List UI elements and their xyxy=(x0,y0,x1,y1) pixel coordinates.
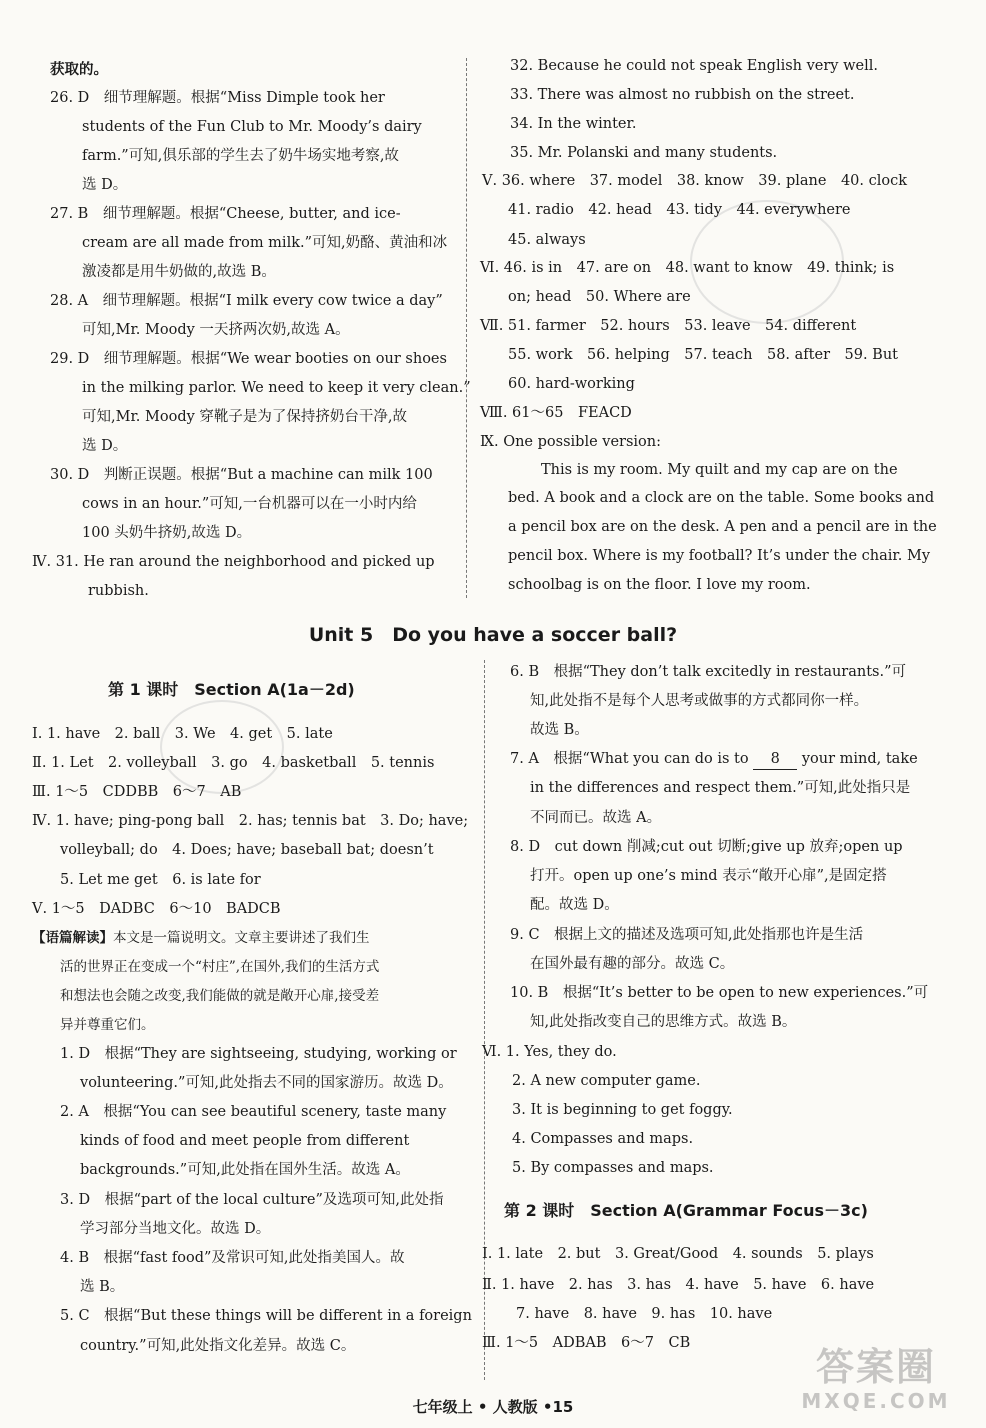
text-line: 打开。open up one’s mind 表示“敞开心扉”,是固定搭 xyxy=(530,868,887,884)
text-line: 激凌都是用牛奶做的,故选 B。 xyxy=(82,264,276,280)
text-line: 获取的。 xyxy=(50,61,108,78)
answer-5: 5. C 根据“But these things will be different in a foreign xyxy=(60,1308,472,1324)
section2-i-answers: Ⅰ. 1. late 2. but 3. Great/Good 4. sounds 5. plays xyxy=(482,1246,874,1262)
unit-title: Unit 5 Do you have a soccer ball? xyxy=(308,624,678,646)
essay-line: This is my room. My quilt and my cap are on the xyxy=(541,462,898,478)
text-line: volleyball; do 4. Does; have; baseball bat; doesn’t xyxy=(60,842,434,858)
answer-2: 2. A 根据“You can see beautiful scenery, taste many xyxy=(60,1104,447,1120)
answer-26: 26. D 细节理解题。根据“Miss Dimple took her xyxy=(50,90,385,106)
section-iv-answers: Ⅳ. 1. have; ping-pong ball 2. has; tennis bat 3. Do; have; xyxy=(32,813,469,829)
faint-stamp-bottom xyxy=(160,700,284,794)
reading-label: 【语篇解读】 xyxy=(32,930,113,946)
answer-28: 28. A 细节理解题。根据“I milk every cow twice a day” xyxy=(50,293,443,309)
text-line: 选 D。 xyxy=(82,438,128,454)
section-i-answers: Ⅰ. 1. have 2. ball 3. We 4. get 5. late xyxy=(32,726,333,742)
section-1-title: 第 1 课时 Section A(1a－2d) xyxy=(108,680,355,699)
text-line: 活的世界正在变成一个“村庄”,在国外,我们的生活方式 xyxy=(60,959,380,975)
text-line: 学习部分当地文化。故选 D。 xyxy=(80,1221,271,1237)
text-line: 可知,Mr. Moody 一天挤两次奶,故选 A。 xyxy=(82,322,350,338)
section2-iii-answers: Ⅲ. 1～5 ADBAB 6～7 CB xyxy=(482,1335,691,1351)
text-line: 故选 B。 xyxy=(530,722,589,738)
text-line: 配。故选 D。 xyxy=(530,897,619,913)
section2-ii-answers: Ⅱ. 1. have 2. has 3. has 4. have 5. have 6. have xyxy=(482,1277,875,1293)
essay-line: bed. A book and a clock are on the table. Some books and xyxy=(508,490,935,506)
essay-line: schoolbag is on the floor. I love my room. xyxy=(508,577,811,593)
text-line: 和想法也会随之改变,我们能做的就是敞开心扉,接受差 xyxy=(60,988,380,1004)
section-ix-label: Ⅸ. One possible version: xyxy=(480,434,662,450)
text-line: 不同而已。故选 A。 xyxy=(530,810,662,826)
blank-8: 8 xyxy=(753,749,797,770)
section-vi-answers: Ⅵ. 46. is in 47. are on 48. want to know 49. think; is xyxy=(480,260,895,276)
column-divider-top xyxy=(466,58,467,598)
section-vii-answers: Ⅶ. 51. farmer 52. hours 53. leave 54. different xyxy=(480,318,857,334)
answer-8: 8. D cut down 削减;cut out 切断;give up 放弃;open up xyxy=(510,839,903,855)
text-line: country.”可知,此处指文化差异。故选 C。 xyxy=(80,1338,356,1354)
answer-29: 29. D 细节理解题。根据“We wear booties on our shoes xyxy=(50,351,447,367)
text-line: 4. Compasses and maps. xyxy=(512,1131,694,1147)
section-ii-answers: Ⅱ. 1. Let 2. volleyball 3. go 4. basketball 5. tennis xyxy=(32,755,435,771)
text-line: in the milking parlor. We need to keep it very clean.” xyxy=(82,380,471,396)
text-line: 选 D。 xyxy=(82,177,128,193)
section-viii-answers: Ⅷ. 61～65 FEACD xyxy=(480,405,632,421)
text-line: in the differences and respect them.”可知,此处指只是 xyxy=(530,780,911,796)
text-line: cream are all made from milk.”可知,奶酪、黄油和冰 xyxy=(82,235,448,251)
text-line: 2. A new computer game. xyxy=(512,1073,701,1089)
answer-1: 1. D 根据“They are sightseeing, studying, working or xyxy=(60,1046,457,1062)
section-2-title: 第 2 课时 Section A(Grammar Focus－3c) xyxy=(504,1201,868,1220)
text-line: on; head 50. Where are xyxy=(508,289,691,305)
text-line: 45. always xyxy=(508,232,586,248)
text-line: farm.”可知,俱乐部的学生去了奶牛场实地考察,故 xyxy=(82,148,399,164)
text-line: 选 B。 xyxy=(80,1279,125,1295)
section-iv-31: Ⅳ. 31. He ran around the neighborhood and picked up xyxy=(32,554,435,570)
text-line: 知,此处指不是每个人思考或做事的方式都同你一样。 xyxy=(530,693,869,709)
text-line: 知,此处指改变自己的思维方式。故选 B。 xyxy=(530,1014,797,1030)
answer-34: 34. In the winter. xyxy=(510,116,637,132)
text-line: 异并尊重它们。 xyxy=(60,1017,155,1033)
answer-27: 27. B 细节理解题。根据“Cheese, butter, and ice- xyxy=(50,206,401,222)
answer-32: 32. Because he could not speak English very well. xyxy=(510,58,878,74)
text-line: 55. work 56. helping 57. teach 58. after 59. But xyxy=(508,347,898,363)
essay-line: pencil box. Where is my football? It’s under the chair. My xyxy=(508,548,931,564)
section-iii-answers: Ⅲ. 1～5 CDDBB 6～7 AB xyxy=(32,784,242,800)
answer-6: 6. B 根据“They don’t talk excitedly in restaurants.”可 xyxy=(510,664,907,680)
answer-7: 7. A 根据“What you can do is to 8 your mind, take xyxy=(510,749,918,770)
text-line: 在国外最有趣的部分。故选 C。 xyxy=(530,956,735,972)
text-line: 可知,Mr. Moody 穿靴子是为了保持挤奶台干净,故 xyxy=(82,409,408,425)
text-line: 5. Let me get 6. is late for xyxy=(60,872,261,888)
text-line: volunteering.”可知,此处指去不同的国家游历。故选 D。 xyxy=(80,1075,453,1091)
answer-9: 9. C 根据上文的描述及选项可知,此处指那也许是生活 xyxy=(510,927,864,943)
answer-4: 4. B 根据“fast food”及常识可知,此处指美国人。故 xyxy=(60,1250,405,1266)
text-line: kinds of food and meet people from different xyxy=(80,1133,410,1149)
section-v-answers: Ⅴ. 1～5 DADBC 6～10 BADCB xyxy=(32,901,281,917)
answer-10: 10. B 根据“It’s better to be open to new experiences.”可 xyxy=(510,985,929,1001)
answer-35: 35. Mr. Polanski and many students. xyxy=(510,145,778,161)
essay-line: a pencil box are on the desk. A pen and a pencil are in the xyxy=(508,519,937,535)
watermark-logo: 答案圈 MXQE.COM xyxy=(801,1345,951,1413)
text-line: 100 头奶牛挤奶,故选 D。 xyxy=(82,525,252,541)
answer-30: 30. D 判断正误题。根据“But a machine can milk 100 xyxy=(50,467,433,483)
text-line: students of the Fun Club to Mr. Moody’s dairy xyxy=(82,119,422,135)
text-line: 41. radio 42. head 43. tidy 44. everywhere xyxy=(508,202,851,218)
text-line: 5. By compasses and maps. xyxy=(512,1160,714,1176)
text-line: cows in an hour.”可知,一台机器可以在一小时内给 xyxy=(82,496,417,512)
reading-analysis: 【语篇解读】本文是一篇说明文。文章主要讲述了我们生 xyxy=(32,930,370,946)
answer-33: 33. There was almost no rubbish on the street. xyxy=(510,87,855,103)
text-line: rubbish. xyxy=(88,583,149,599)
page-footer: 七年级上 • 人教版 •15 xyxy=(412,1398,574,1416)
text-line: 7. have 8. have 9. has 10. have xyxy=(516,1306,773,1322)
text-line: 3. It is beginning to get foggy. xyxy=(512,1102,733,1118)
text-line: backgrounds.”可知,此处指在国外生活。故选 A。 xyxy=(80,1162,410,1178)
answer-3: 3. D 根据“part of the local culture”及选项可知,此处指 xyxy=(60,1192,444,1208)
column-divider-bottom xyxy=(484,660,485,1380)
text-line: 60. hard-working xyxy=(508,376,635,392)
section-vi-answers: Ⅵ. 1. Yes, they do. xyxy=(482,1044,617,1060)
section-v-answers: Ⅴ. 36. where 37. model 38. know 39. plane 40. clock xyxy=(482,173,908,189)
